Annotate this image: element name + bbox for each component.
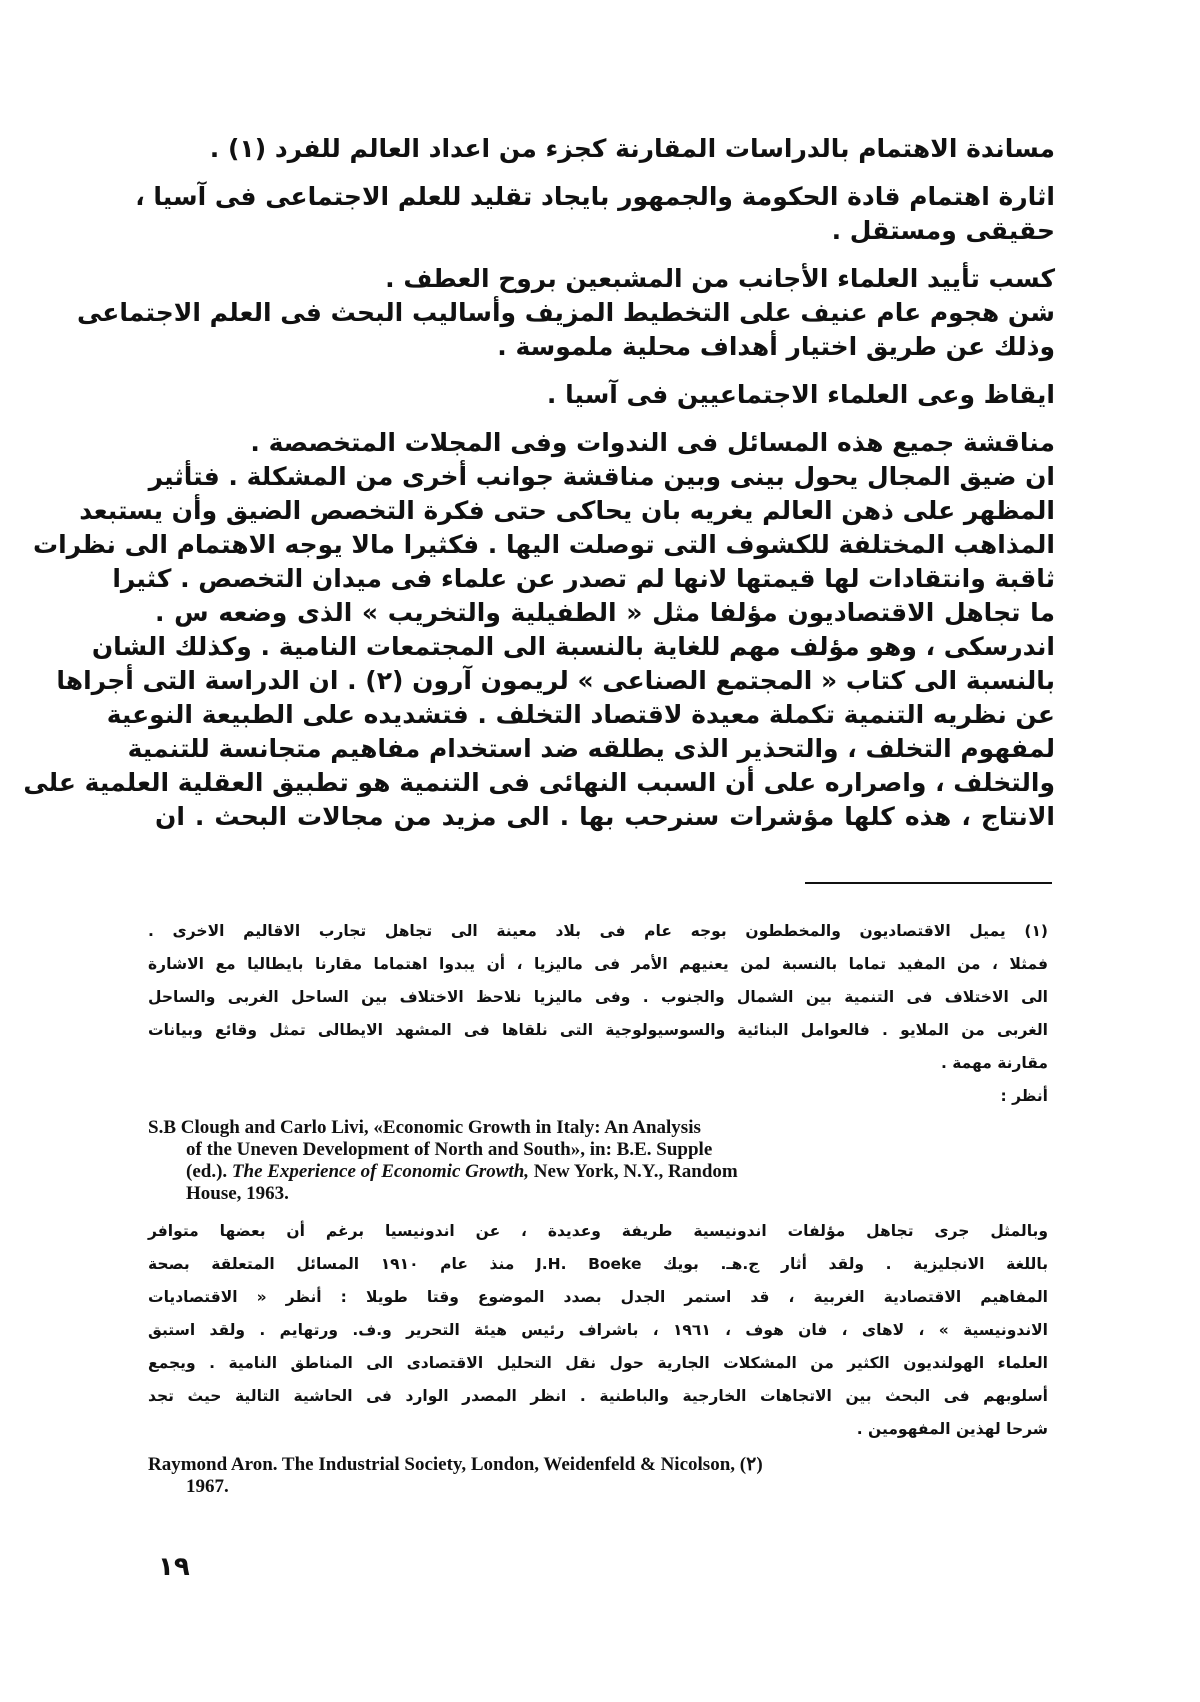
main-text	[23, 132, 1055, 834]
reference-line	[148, 1161, 1048, 1183]
footnote-line: (١) يميل الاقتصاديون والمخططون بوجه عام فى بلاد معينة الى تجاهل تجارب الاقاليم الاخرى .	[148, 922, 1048, 940]
footnote-line: المفاهيم الاقتصادية الغربية ، قد استمر الجدل بصدد الموضوع وقتا طويلا : أنظر « الاقتصاديات	[148, 1288, 1048, 1306]
text-line: اندرسكى ، وهو مؤلف مهم للغاية بالنسبة الى المجتمعات النامية . وكذلك الشان	[91, 632, 1055, 661]
reference-line: 1967.	[186, 1476, 229, 1497]
text-line: مناقشة جميع هذه المسائل فى الندوات وفى المجلات المتخصصة .	[250, 428, 1055, 457]
footnote-line: أسلوبهم فى البحث بين الاتجاهات الخارجية والباطنية . انظر المصدر الوارد فى الحاشية التالية حيث تجد	[148, 1387, 1048, 1405]
text-line: ان ضيق المجال يحول بينى وبين مناقشة جوانب أخرى من المشكلة . فتأثير	[148, 462, 1055, 491]
text-line: مساندة الاهتمام بالدراسات المقارنة كجزء من اعداد العالم للفرد (١) .	[209, 134, 1055, 163]
text-line: والتخلف ، واصراره على أن السبب النهائى فى التنمية هو تطبيق العقلية العلمية على	[23, 768, 1055, 797]
text-line: كسب تأييد العلماء الأجانب من المشبعين بروح العطف .	[385, 264, 1055, 293]
footnote-1	[148, 915, 1048, 1113]
footnote-line: وبالمثل جرى تجاهل مؤلفات اندونيسية طريفة وعديدة ، عن اندونيسيا برغم أن بعضها متوافر	[148, 1222, 1048, 1240]
text-line: المظهر على ذهن العالم يغريه بان يحاكى حتى فكرة التخصص الضيق وأن يستبعد	[79, 496, 1055, 525]
text-line: شن هجوم عام عنيف على التخطيط المزيف وأساليب البحث فى العلم الاجتماعى	[77, 298, 1055, 327]
text-line: الانتاج ، هذه كلها مؤشرات سنرحب بها . الى مزيد من مجالات البحث . ان	[155, 802, 1055, 831]
footnote-line: مقارنة مهمة .	[940, 1054, 1048, 1072]
see-label: أنظر :	[1000, 1087, 1048, 1105]
text-line: وذلك عن طريق اختيار أهداف محلية ملموسة .	[497, 332, 1055, 361]
text-line: بالنسبة الى كتاب « المجتمع الصناعى » لريمون آرون (٢) . ان الدراسة التى أجراها	[56, 666, 1055, 695]
reference-publisher: New York, N.Y., Random	[529, 1161, 738, 1182]
footnote-line: باللغة الانجليزية . ولقد أثار ج.هـ. بويك J.H. Boeke منذ عام ١٩١٠ المسائل المتعلقة بصحة	[148, 1255, 1049, 1273]
reference-line: of the Uneven Development of North and South», in: B.E. Supple	[186, 1139, 713, 1160]
reference-aron	[148, 1454, 1048, 1498]
text-line: ثاقبة وانتقادات لها قيمتها لانها لم تصدر عن علماء فى ميدان التخصص . كثيرا	[112, 564, 1055, 593]
reference-clough-livi	[148, 1117, 1048, 1205]
footnote-1-continued	[148, 1215, 1048, 1446]
footnote-line: شرحا لهذين المفهومين .	[856, 1420, 1048, 1438]
text-line: لمفهوم التخلف ، والتحذير الذى يطلقه ضد استخدام مفاهيم متجانسة للتنمية	[127, 734, 1055, 763]
text-line: اثارة اهتمام قادة الحكومة والجمهور بايجاد تقليد للعلم الاجتماعى فى آسيا ،	[135, 182, 1055, 211]
reference-editor: (ed.).	[186, 1161, 232, 1182]
text-line: ايقاظ وعى العلماء الاجتماعيين فى آسيا .	[546, 380, 1055, 409]
text-line: حقيقى ومستقل .	[831, 216, 1055, 245]
footnote-line: فمثلا ، من المفيد تماما بالنسبة لمن يعنيهم الأمر فى ماليزيا ، أن يبدوا اهتماما مقارنا بايطاليا مع الاشارة	[148, 955, 1048, 973]
reference-book-title: The Experience of Economic Growth,	[231, 1161, 530, 1182]
text-line: المذاهب المختلفة للكشوف التى توصلت اليها . فكثيرا مالا يوجه الاهتمام الى نظرات	[32, 530, 1055, 559]
reference-line: House, 1963.	[186, 1183, 289, 1204]
page-number: ١٩	[158, 1552, 190, 1582]
footnote-line: العلماء الهولنديون الكثير من المشكلات الجارية حول نقل التحليل الاقتصادى الى المناطق النامية . ويجمع	[148, 1354, 1048, 1372]
footnote-line: الاندونيسية » ، لاهاى ، فان هوف ، ١٩٦١ ، باشراف رئيس هيئة التحرير و.ف. ورتهايم . ولقد استبق	[148, 1321, 1048, 1339]
text-line: عن نظريه التنمية تكملة معيدة لاقتصاد التخلف . فتشديده على الطبيعة النوعية	[106, 700, 1055, 729]
text-line: ما تجاهل الاقتصاديون مؤلفا مثل « الطفيلية والتخريب » الذى وضعه س .	[155, 598, 1055, 627]
footnote-line: الغربى من الملايو . فالعوامل البنائية والسوسيولوجية التى نلقاها فى المشهد الايطالى تمثل وقائع وبيانات	[148, 1021, 1048, 1039]
footnote-line: الى الاختلاف فى التنمية بين الشمال والجنوب . وفى ماليزيا نلاحظ الاختلاف بين الساحل الغربى والساحل	[148, 988, 1048, 1006]
footnote-divider	[805, 882, 1052, 884]
reference-line: Raymond Aron. The Industrial Society, London, Weidenfeld & Nicolson, (٢)	[148, 1454, 763, 1475]
reference-line: S.B Clough and Carlo Livi, «Economic Growth in Italy: An Analysis	[148, 1117, 701, 1138]
footnotes	[148, 915, 1048, 1498]
